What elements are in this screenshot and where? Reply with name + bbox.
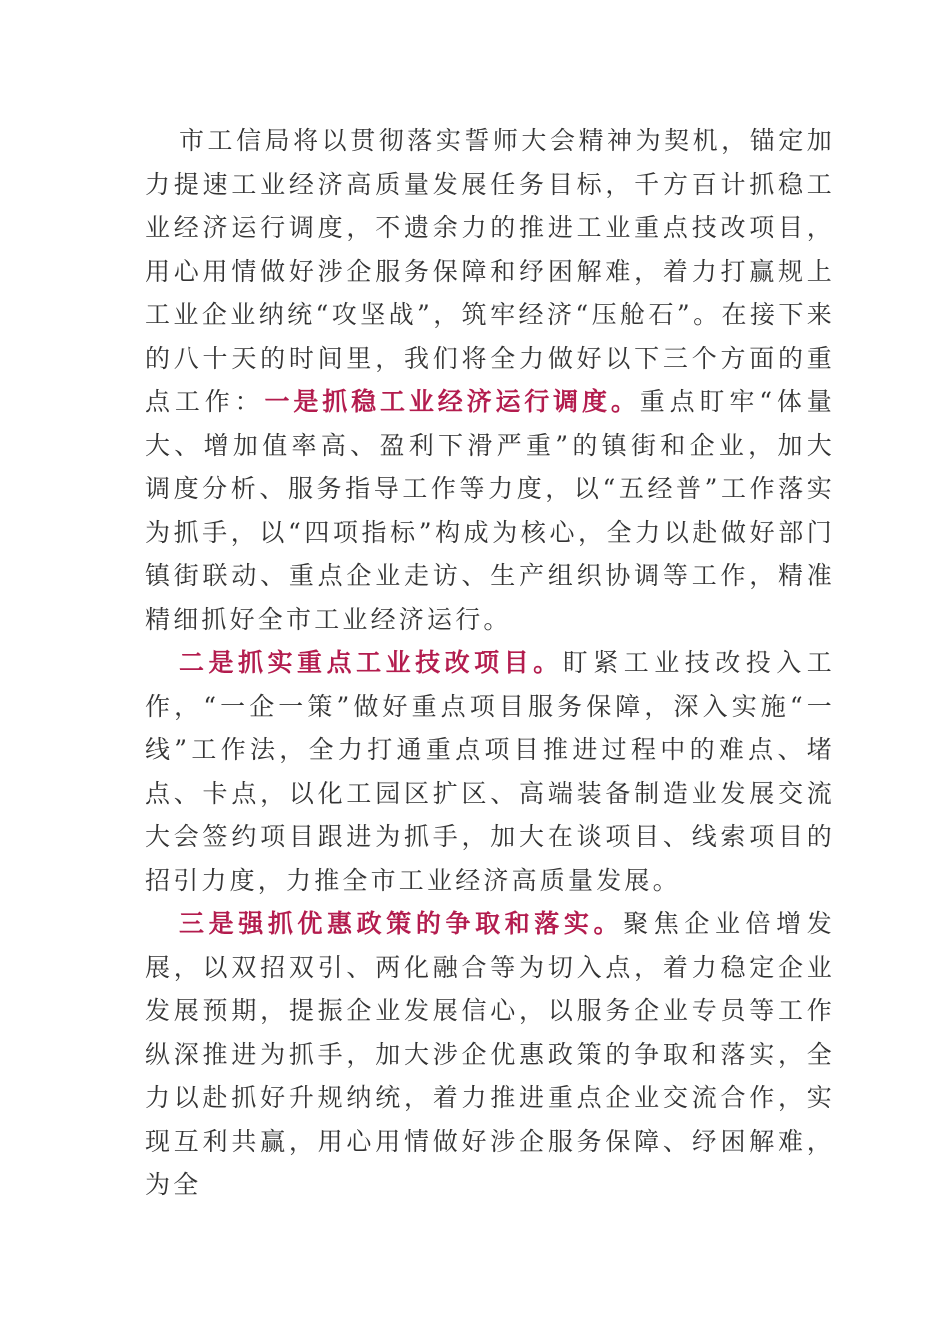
- paragraph-3: [145, 902, 835, 1207]
- document-body: [145, 119, 835, 1207]
- paragraph-1-heading: 一是抓稳工业经济运行调度。: [264, 387, 640, 416]
- paragraph-2: [145, 641, 835, 902]
- paragraph-1-body: 重点盯牢“体量大、增加值率高、盈利下滑严重”的镇街和企业，加大调度分析、服务指导工作等力度，以“五经普”工作落实为抓手，以“四项指标”构成为核心，全力以赴做好部门镇街联动、重点企业走访、生产组织协调等工作，精准精细抓好全市工业经济运行。: [145, 387, 835, 634]
- paragraph-1-lead: 市工信局将以贯彻落实誓师大会精神为契机，锚定加力提速工业经济高质量发展任务目标，千方百计抓稳工业经济运行调度，不遗余力的推进工业重点技改项目，用心用情做好涉企服务保障和纾困解难，着力打赢规上工业企业纳统“攻坚战”，筑牢经济“压舱石”。在接下来的八十天的时间里，我们将全力做好以下三个方面的重点工作：: [145, 126, 835, 416]
- paragraph-1: [145, 119, 835, 641]
- paragraph-3-heading: 三是强抓优惠政策的争取和落实。: [179, 909, 624, 938]
- paragraph-2-body: 盯紧工业技改投入工作，“一企一策”做好重点项目服务保障，深入实施“一线”工作法，全力打通重点项目推进过程中的难点、堵点、卡点，以化工园区扩区、高端装备制造业发展交流大会签约项目跟进为抓手，加大在谈项目、线索项目的招引力度，力推全市工业经济高质量发展。: [145, 648, 835, 895]
- paragraph-3-body: 聚焦企业倍增发展，以双招双引、两化融合等为切入点，着力稳定企业发展预期，提振企业发展信心，以服务企业专员等工作纵深推进为抓手，加大涉企优惠政策的争取和落实，全力以赴抓好升规纳统，着力推进重点企业交流合作，实现互利共赢，用心用情做好涉企服务保障、纾困解难，为全: [145, 909, 835, 1199]
- paragraph-2-heading: 二是抓实重点工业技改项目。: [179, 648, 563, 677]
